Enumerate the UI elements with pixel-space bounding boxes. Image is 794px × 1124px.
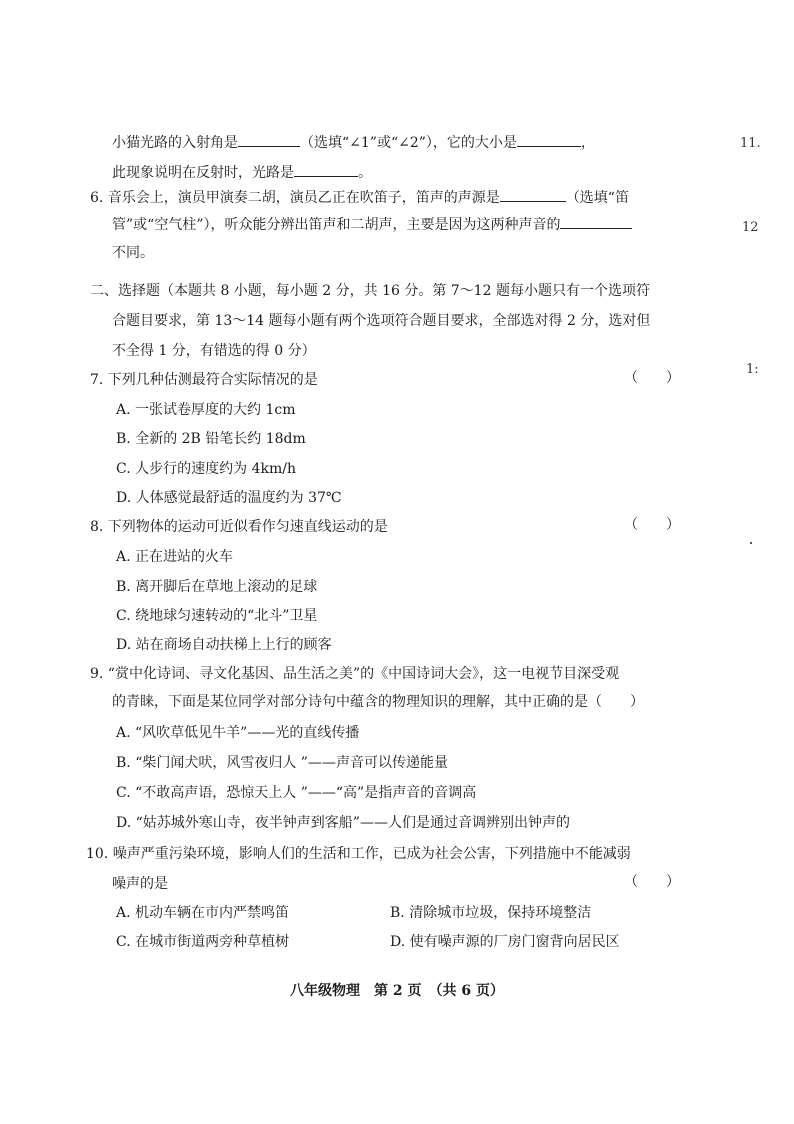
q9-option-b[interactable]: B. “柴门闻犬吠，风雪夜归人 ”——声音可以传递能量: [116, 755, 448, 771]
q5-text-e: 。: [358, 165, 372, 181]
q6-line-1: [90, 187, 629, 208]
scan-speck: [750, 542, 752, 544]
section2-line-3: 不全得 1 分，有错选的得 0 分）: [112, 343, 316, 359]
q6-text-b: （选填“笛: [565, 190, 629, 206]
q10-option-a[interactable]: A. 机动车辆在市内严禁鸣笛: [116, 905, 290, 921]
q5-text-d: 此现象说明在反射时，光路是: [112, 165, 294, 181]
q7-option-d[interactable]: D. 人体感觉最舒适的温度约为 37℃: [116, 490, 342, 506]
q5-text-b: （选填“∠1”或“∠2”），它的大小是: [300, 135, 517, 151]
q10-option-b[interactable]: B. 清除城市垃圾，保持环境整洁: [390, 905, 592, 921]
q7-option-b[interactable]: B. 全新的 2B 铅笔长约 18dm: [116, 431, 306, 447]
q8-stem: 8. 下列物体的运动可近似看作匀速直线运动的是: [90, 519, 388, 535]
side-number-13: 1:: [746, 362, 759, 377]
side-number-12: 12: [742, 220, 759, 235]
q9-line-1: 9. “赏中化诗词、寻文化基因、品生活之美”的《中国诗词大会》，这一电视节目深受观: [90, 666, 620, 682]
section2-line-2: 合题目要求，第 13～14 题每小题有两个选项符合题目要求，全部选对得 2 分，选对但: [112, 313, 651, 329]
q10-option-c[interactable]: C. 在城市街道两旁种草植树: [116, 934, 290, 950]
q9-option-a[interactable]: A. “风吹草低见牛羊”——光的直线传播: [116, 725, 360, 741]
q10-option-d[interactable]: D. 使有噪声源的厂房门窗背向居民区: [390, 934, 620, 950]
q9-line-2: 的青睐，下面是某位同学对部分诗句中蕴含的物理知识的理解，其中正确的是（ ）: [112, 694, 644, 710]
q6-text-c: 管”或“空气柱”），听众能分辨出笛声和二胡声，主要是因为这两种声音的: [112, 217, 561, 233]
q7-stem: 7. 下列几种估测最符合实际情况的是: [90, 372, 318, 388]
q10-line-2: 噪声的是: [112, 876, 168, 892]
section2-line-1: 二、选择题（本题共 8 小题，每小题 2 分，共 16 分。第 7～12 题每小题只有一个选项符: [90, 283, 650, 299]
q5-line-1: [112, 132, 595, 153]
q5-blank-2[interactable]: [517, 132, 581, 147]
q6-blank-2[interactable]: [560, 214, 632, 229]
q9-option-c[interactable]: C. “不敢高声语，恐惊天上人 ”——“高”是指声音的音调高: [116, 785, 477, 801]
q6-line-3: 不同。: [112, 245, 154, 261]
q6-line-2: [112, 214, 632, 235]
q8-option-d[interactable]: D. 站在商场自动扶梯上上行的顾客: [116, 637, 332, 653]
q5-blank-1[interactable]: [238, 132, 300, 147]
page-footer: 八年级物理 第 2 页 （共 6 页）: [290, 983, 504, 999]
q7-option-a[interactable]: A. 一张试卷厚度的大约 1cm: [116, 402, 296, 418]
side-number-11: 11.: [740, 136, 761, 151]
q6-number: 6.: [90, 190, 104, 206]
q8-answer-paren[interactable]: （ ）: [624, 517, 680, 533]
q8-option-b[interactable]: B. 离开脚后在草地上滚动的足球: [116, 579, 318, 595]
q9-option-d[interactable]: D. “姑苏城外寒山寺，夜半钟声到客船”——人们是通过音调辨别出钟声的: [116, 815, 570, 831]
q5-line-2: [112, 162, 372, 183]
q6-text-a: 音乐会上，演员甲演奏二胡，演员乙正在吹笛子，笛声的声源是: [107, 190, 500, 206]
q8-option-c[interactable]: C. 绕地球匀速转动的“北斗”卫星: [116, 608, 318, 624]
q5-text-a: 小猫光路的入射角是: [112, 135, 238, 151]
q5-blank-3[interactable]: [294, 162, 358, 177]
q6-blank-1[interactable]: [500, 187, 566, 202]
q10-answer-paren[interactable]: （ ）: [624, 874, 680, 890]
q10-line-1: 10. 噪声严重污染环境，影响人们的生活和工作，已成为社会公害，下列措施中不能减弱: [86, 846, 631, 862]
q8-option-a[interactable]: A. 正在进站的火车: [116, 549, 234, 565]
q5-text-c: ，: [580, 135, 595, 151]
q7-answer-paren[interactable]: （ ）: [624, 370, 680, 386]
q7-option-c[interactable]: C. 人步行的速度约为 4km/h: [116, 461, 296, 477]
